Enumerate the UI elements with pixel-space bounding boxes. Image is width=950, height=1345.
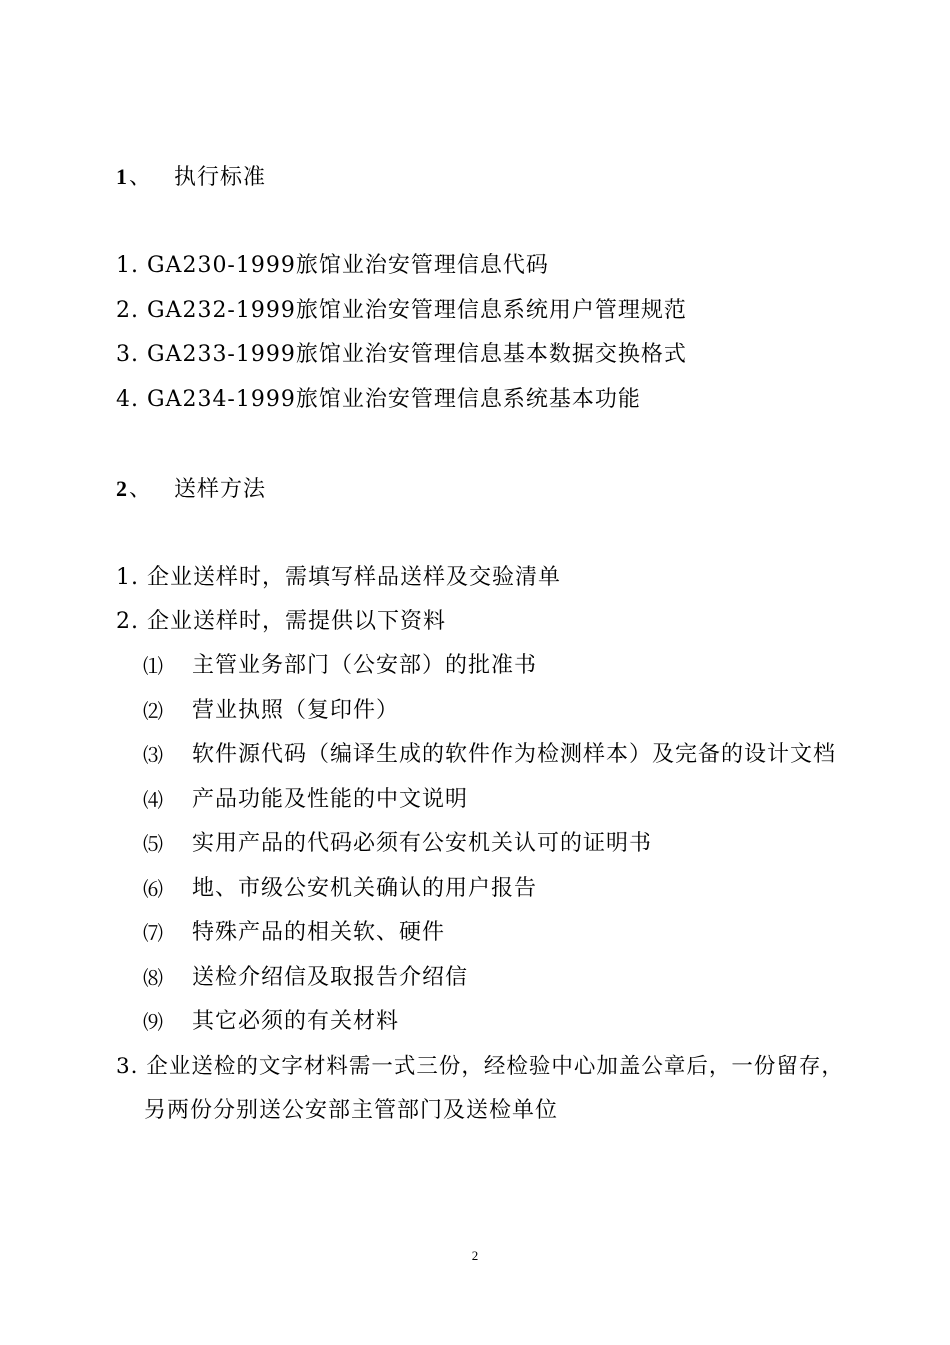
section-1-heading bbox=[116, 162, 266, 193]
material-item-text: 实用产品的代码必须有公安机关认可的证明书 bbox=[192, 831, 653, 856]
material-item-text: 其它必须的有关材料 bbox=[192, 1009, 400, 1034]
material-item-mark: ⑺ bbox=[143, 921, 163, 945]
material-item-mark: ⑴ bbox=[143, 654, 163, 678]
page-number: 2 bbox=[471, 1248, 479, 1263]
section-1-separator: 、 bbox=[129, 165, 153, 190]
material-item-mark: ⑻ bbox=[143, 966, 163, 990]
section-2-heading bbox=[116, 474, 266, 505]
material-item-text: 主管业务部门（公安部）的批准书 bbox=[192, 653, 538, 678]
method-item-1: 1. 企业送样时，需填写样品送样及交验清单 bbox=[116, 565, 561, 590]
standard-item-4: 4. GA234-1999旅馆业治安管理信息系统基本功能 bbox=[116, 387, 641, 412]
method-item-3-line-2: 另两份分别送公安部主管部门及送检单位 bbox=[144, 1098, 559, 1123]
standard-item-3: 3. GA233-1999旅馆业治安管理信息基本数据交换格式 bbox=[116, 342, 687, 367]
method-item-3-line-1: 3. 企业送检的文字材料需一式三份，经检验中心加盖公章后，一份留存， bbox=[116, 1054, 844, 1079]
material-item-text: 营业执照（复印件） bbox=[192, 698, 400, 723]
standard-item-1: 1. GA230-1999旅馆业治安管理信息代码 bbox=[116, 253, 549, 278]
material-item-text: 地、市级公安机关确认的用户报告 bbox=[192, 876, 538, 901]
section-1-title: 执行标准 bbox=[174, 165, 267, 190]
material-item-text: 产品功能及性能的中文说明 bbox=[192, 787, 469, 812]
material-item-mark: ⑶ bbox=[143, 743, 163, 767]
material-item-mark: ⑼ bbox=[143, 1010, 163, 1034]
material-item-text: 特殊产品的相关软、硬件 bbox=[192, 920, 446, 945]
material-item-mark: ⑹ bbox=[143, 877, 163, 901]
section-1-number: 1 bbox=[116, 164, 127, 189]
material-item-mark: ⑷ bbox=[143, 788, 163, 812]
material-item-mark: ⑵ bbox=[143, 699, 163, 723]
material-item-text: 软件源代码（编译生成的软件作为检测样本）及完备的设计文档 bbox=[192, 742, 837, 767]
section-2-title: 送样方法 bbox=[174, 477, 267, 502]
material-item-mark: ⑸ bbox=[143, 832, 163, 856]
material-item-text: 送检介绍信及取报告介绍信 bbox=[192, 965, 469, 990]
method-item-2: 2. 企业送样时，需提供以下资料 bbox=[116, 609, 446, 634]
standard-item-2: 2. GA232-1999旅馆业治安管理信息系统用户管理规范 bbox=[116, 298, 687, 323]
section-2-number: 2 bbox=[116, 476, 127, 501]
section-2-separator: 、 bbox=[129, 477, 153, 502]
